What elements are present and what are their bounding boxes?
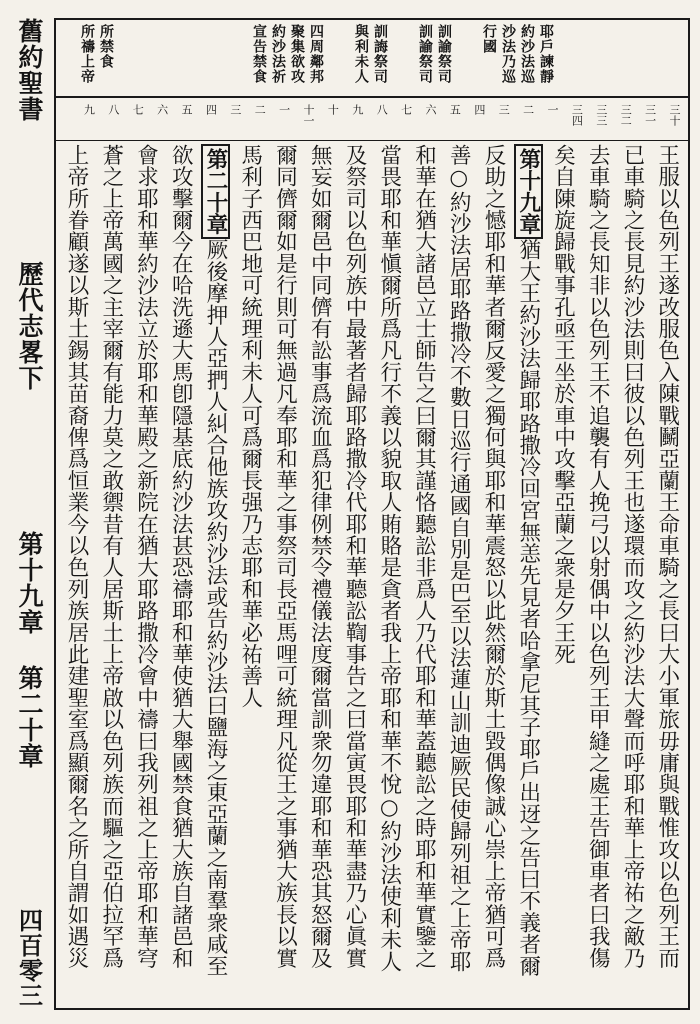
column-text: 王服以色列王遂改服色入陳戰鬭亞蘭王命車騎之長曰大小軍旅毋庸與戰惟攻以色列王而 xyxy=(654,144,680,969)
text-column xyxy=(514,144,543,1000)
verse-number: 九 xyxy=(82,104,96,115)
text-column xyxy=(166,144,195,1000)
verse-number: 二 xyxy=(521,104,535,115)
chapter-heading: 第十九章 xyxy=(514,144,543,239)
chapter-heading: 第二十章 xyxy=(201,144,230,239)
verse-number: 五 xyxy=(448,104,462,115)
text-column xyxy=(340,144,369,1000)
running-header xyxy=(8,18,50,1008)
verse-number: 十 xyxy=(326,104,340,115)
verse-number: 九 xyxy=(350,104,364,115)
column-text: 及祭司以色列族中最著者歸耶路撒冷代耶和華聽訟鞫事告之曰當寅畏耶和華盡乃心眞實 xyxy=(342,144,367,969)
verse-number: 三四 xyxy=(570,104,584,126)
verse-number: 二 xyxy=(253,104,267,115)
summary-note: 聚集欲攻 xyxy=(289,24,305,84)
text-frame xyxy=(54,18,690,1010)
column-text: 當畏耶和華愼爾所爲凡行不義以貌取人賄賂是貪者我上帝耶和華不悅○約沙法使利未人 xyxy=(376,144,402,973)
column-text: 善○約沙法居耶路撒冷不數日巡行通國自別是巴至以法蓮山訓迪厥民使歸列祖之上帝耶 xyxy=(446,144,472,973)
column-text: 矣自陳旋歸戰事孔亟王坐於車中攻擊亞蘭之衆是夕王死 xyxy=(550,144,576,665)
verse-number: 七 xyxy=(131,104,145,115)
summary-note: 訓諭祭司 xyxy=(436,24,452,84)
column-text: 和華在猶大諸邑立士師告之曰爾其謹恪聽訟非爲人乃代耶和華蓋聽訟之時耶和華實鑒之 xyxy=(411,144,437,969)
section-title: 歷代志畧下 xyxy=(15,261,44,392)
verse-number: 十一 xyxy=(302,104,315,126)
column-text: 猶大王約沙法歸耶路撒冷回宮無恙先見者哈拿尼其子耶戶出迓之告曰不義者爾 xyxy=(515,238,541,977)
verse-number: 一 xyxy=(277,104,291,115)
summary-note: 四周鄰邦 xyxy=(308,24,324,84)
book-title: 舊約聖書 xyxy=(15,18,44,122)
column-text: 無妄如爾邑中同儕有訟事爲流血爲犯律例禁令禮儀法度爾當訓衆勿違耶和華恐其怒爾及 xyxy=(307,144,333,969)
page-number: 四百零三 xyxy=(14,907,44,1008)
verse-number-row xyxy=(56,100,688,141)
verse-number: 六 xyxy=(424,104,437,115)
column-text: 蒼之上帝萬國之主宰爾有能力莫之敢禦昔有人居斯土上帝啟以色列族而驅之亞伯拉罕爲 xyxy=(98,144,124,969)
summary-group xyxy=(416,20,452,96)
column-text: 欲攻擊爾今在哈洗遜大馬卽隱基底約沙法甚恐禱耶和華使猶大舉國禁食猶大族自諸邑和 xyxy=(168,144,194,969)
summary-note: 宣告禁食 xyxy=(251,24,267,84)
summary-note: 所禱上帝 xyxy=(79,24,95,84)
verse-number: 一 xyxy=(546,104,559,115)
summary-group xyxy=(480,20,554,96)
text-column xyxy=(410,144,439,1000)
summary-note: 沙法乃巡 xyxy=(500,24,516,84)
text-column xyxy=(444,144,473,1000)
column-text: 馬利子西巴地可統理利未人可爲爾長强乃志耶和華必祐善人 xyxy=(237,144,263,709)
text-column xyxy=(305,144,334,1000)
column-text: 會求耶和華約沙法立於耶和華殿之新院在猶大耶路撒冷會中禱曰我列祖之上帝耶和華穹 xyxy=(133,144,159,969)
summary-note: 耶戶諫靜 xyxy=(538,24,554,84)
summary-group xyxy=(352,20,388,96)
text-column xyxy=(479,144,508,1000)
verse-number: 三 xyxy=(228,104,242,115)
column-text: 上帝所眷顧遂以斯土錫其苗裔俾爲恒業今以色列族居此建聖室爲顯爾名之所自謂如遇災 xyxy=(64,144,89,969)
summary-note: 所禁食 xyxy=(98,24,114,69)
summary-note: 行國 xyxy=(481,24,497,54)
text-column xyxy=(618,144,647,1000)
text-column xyxy=(583,144,612,1000)
column-text: 已車騎之長見約沙法則曰彼以色列王也遂環而攻之約沙法大聲而呼耶和華上帝祐之敵乃 xyxy=(620,144,645,969)
verse-number: 七 xyxy=(399,104,413,115)
verse-number: 三一 xyxy=(643,104,657,126)
text-column xyxy=(653,144,682,1000)
verse-number: 八 xyxy=(375,104,389,115)
text-column xyxy=(201,144,230,1000)
verse-number: 五 xyxy=(180,104,193,115)
summary-note: 約沙法巡 xyxy=(519,24,535,84)
column-text: 厥後摩押人亞捫人糾合他族攻約沙法或告約沙法曰鹽海之東亞蘭之南羣衆咸至 xyxy=(203,238,228,977)
chapter-range: 第十九章 第二十章 xyxy=(15,530,44,769)
text-column xyxy=(132,144,161,1000)
summary-note: 訓誨祭司 xyxy=(372,24,388,84)
text-column xyxy=(271,144,300,1000)
verse-number: 三 xyxy=(497,104,511,115)
summary-note: 訓諭祭司 xyxy=(417,24,433,84)
text-column xyxy=(62,144,91,1000)
summary-group xyxy=(78,20,114,96)
text-column xyxy=(375,144,404,1000)
body-text xyxy=(62,144,682,1000)
summary-band xyxy=(56,20,688,98)
column-text: 爾同儕爾如是行則可無過凡奉耶和華之事祭司長亞馬哩可統理凡從王之事猶大族長以實 xyxy=(272,144,298,969)
summary-note: 約沙法祈 xyxy=(270,24,286,84)
text-column xyxy=(97,144,126,1000)
text-column xyxy=(549,144,578,1000)
verse-number: 三三 xyxy=(594,104,608,126)
verse-number: 四 xyxy=(204,104,218,115)
verse-number: 四 xyxy=(472,104,486,115)
summary-note: 與利未人 xyxy=(353,24,369,84)
text-column xyxy=(236,144,265,1000)
summary-group xyxy=(250,20,324,96)
verse-number: 六 xyxy=(155,104,169,115)
verse-number: 三十 xyxy=(668,104,681,126)
column-text: 反助之憾耶和華者爾反愛之獨何與耶和華震怒以此然爾於斯土毀偶像誠心崇上帝猶可爲 xyxy=(481,144,506,969)
column-text: 去車騎之長知非以色列王不追襲有人挽弓以射偶中以色列王甲縫之處王告御車者曰我傷 xyxy=(585,144,611,969)
verse-number: 八 xyxy=(106,104,120,115)
verse-number: 三二 xyxy=(619,104,633,126)
